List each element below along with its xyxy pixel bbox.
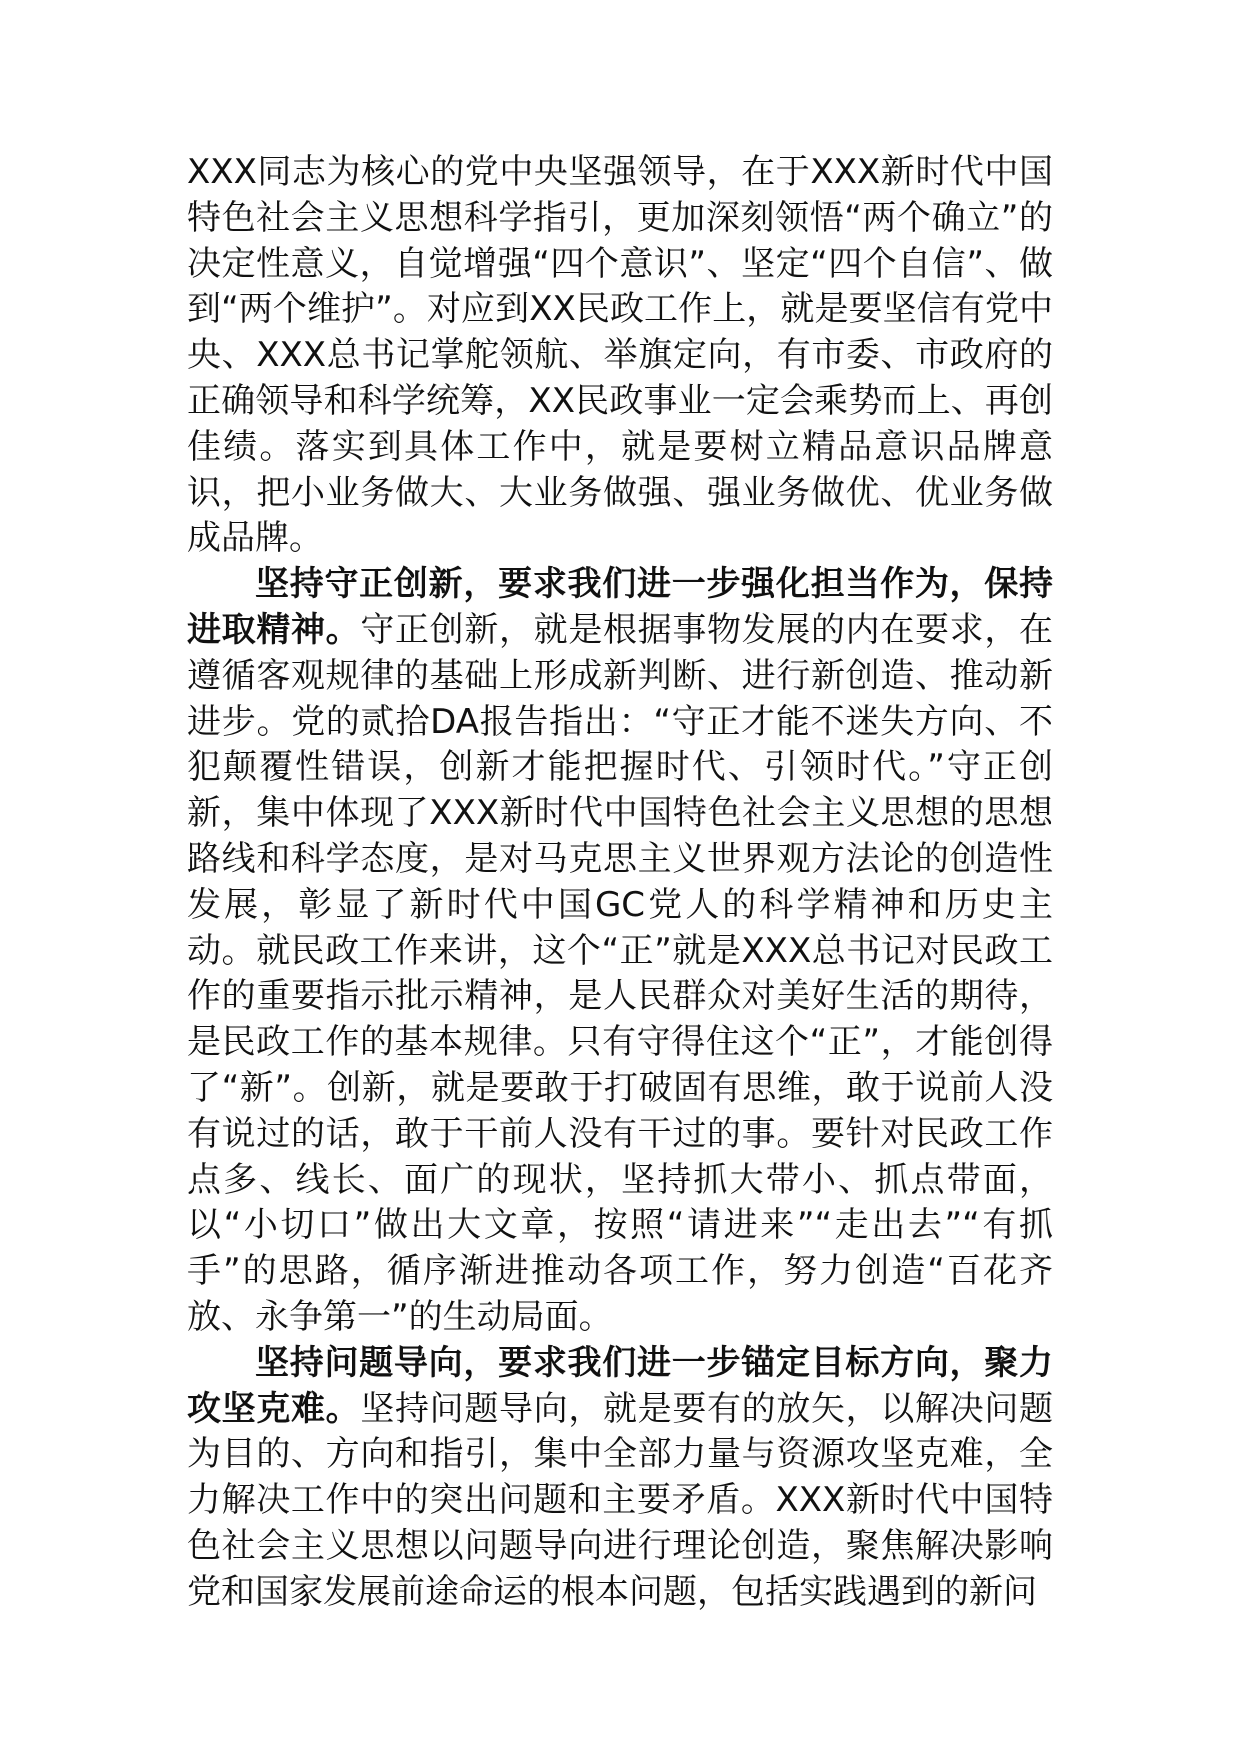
paragraph-1 xyxy=(187,150,1053,562)
paragraph-2-heading: 坚持守正创新，要求我们进一步强化担当作为，保持进取精神。 xyxy=(187,564,1053,650)
document-page xyxy=(187,150,1053,1616)
paragraph-2 xyxy=(187,562,1053,1341)
paragraph-2-text: 守正创新，就是根据事物发展的内在要求，在遵循客观规律的基础上形成新判断、进行新创造、推动新进步。党的贰拾DA报告指出：“守正才能不迷失方向、不犯颠覆性错误，创新才能把握时代、引领时代。”守正创新，集中体现了XXX新时代中国特色社会主义思想的思想路线和科学态度，是对马克思主义世界观方法论的创造性发展，彰显了新时代中国GC党人的科学精神和历史主动。就民政工作来讲，这个“正”就是XXX总书记对民政工作的重要指示批示精神，是人民群众对美好生活的期待，是民政工作的基本规律。只有守得住这个“正”，才能创得了“新”。创新，就是要敢于打破固有思维，敢于说前人没有说过的话，敢于干前人没有干过的事。要针对民政工作点多、线长、面广的现状，坚持抓大带小、抓点带面，以“小切口”做出大文章，按照“请进来”“走出去”“有抓手”的思路，循序渐进推动各项工作，努力创造“百花齐放、永争第一”的生动局面。 xyxy=(187,609,1054,1337)
paragraph-3-heading: 坚持问题导向，要求我们进一步锚定目标方向，聚力攻坚克难。 xyxy=(187,1342,1053,1429)
paragraph-1-text: XXX同志为核心的党中央坚强领导，在于XXX新时代中国特色社会主义思想科学指引，更加深刻领悟“两个确立”的决定性意义，自觉增强“四个意识”、坚定“四个自信”、做到“两个维护”。对应到XX民政工作上，就是要坚信有党中央、XXX总书记掌舵领航、举旗定向，有市委、市政府的正确领导和科学统筹，XX民政事业一定会乘势而上、再创佳绩。落实到具体工作中，就是要树立精品意识品牌意识，把小业务做大、大业务做强、强业务做优、优业务做成品牌。 xyxy=(187,152,1053,559)
paragraph-3-text: 坚持问题导向，就是要有的放矢，以解决问题为目的、方向和指引，集中全部力量与资源攻坚克难，全力解决工作中的突出问题和主要矛盾。XXX新时代中国特色社会主义思想以问题导向进行理论创造，聚焦解决影响党和国家发展前途命运的根本问题，包括实践遇到的新问 xyxy=(187,1388,1054,1612)
paragraph-3 xyxy=(187,1341,1053,1616)
